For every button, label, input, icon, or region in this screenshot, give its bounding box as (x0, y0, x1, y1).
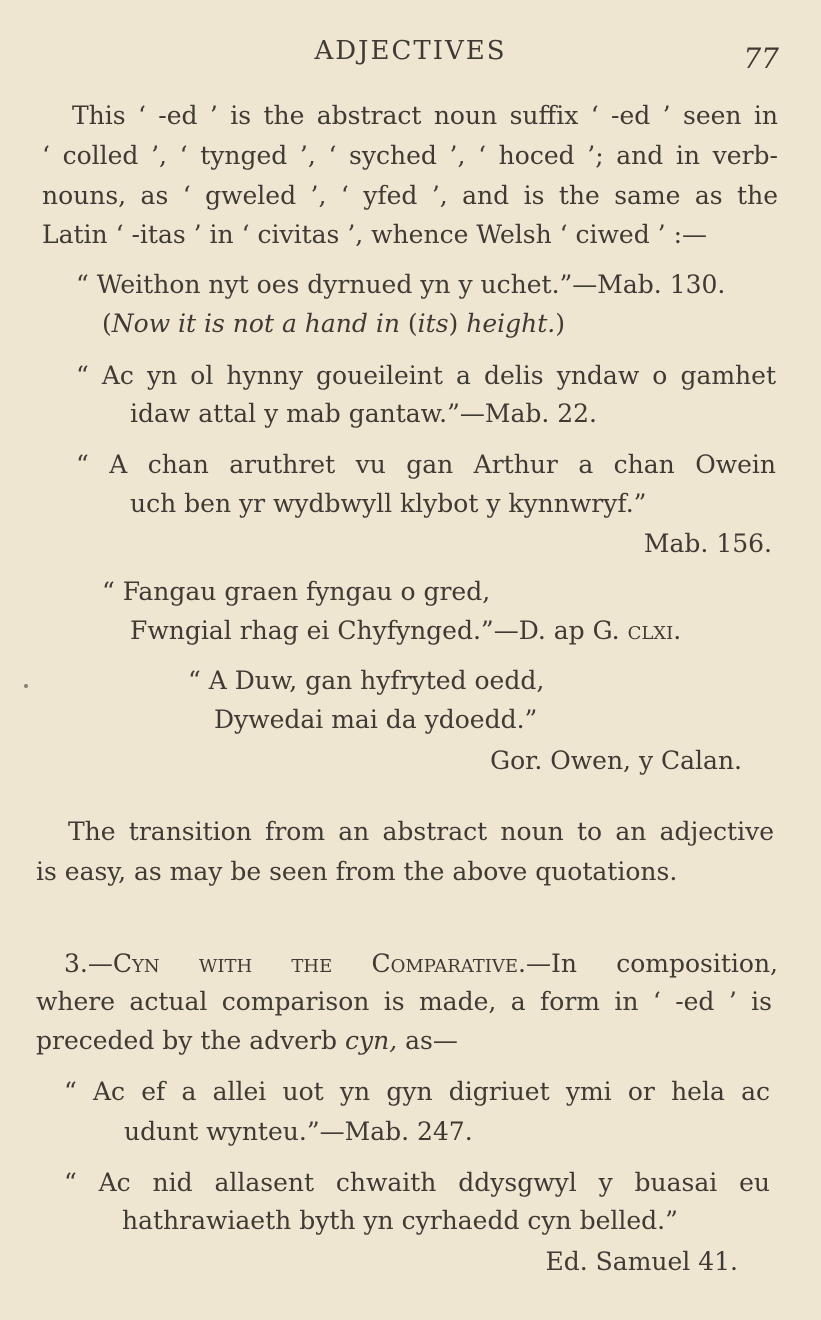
para2-line-2: is easy, as may be seen from the above quotations. (36, 857, 678, 886)
running-header: ADJECTIVES (314, 36, 507, 66)
quote-5-line-1: “ A Duw, gan hyfryted oedd, (188, 666, 545, 695)
quote-3-source: Mab. 156. (643, 529, 772, 558)
quote-2-line-1: “ Ac yn ol hynny goueileint a delis yndaw o gamhet (76, 361, 776, 390)
quote-7-source: Ed. Samuel 41. (545, 1247, 738, 1276)
para1-line-2: ‘ colled ’, ‘ tynged ’, ‘ syched ’, ‘ hoced ’; and in verb- (42, 141, 778, 170)
para1-line-3: nouns, as ‘ gweled ’, ‘ yfed ’, and is the same as the (42, 181, 778, 210)
section-3-heading-line: 3.—Cyn with the Comparative.—In composition, (64, 949, 778, 978)
quote-5-line-2: Dywedai mai da ydoedd.” (214, 705, 538, 734)
page-speck (24, 684, 28, 688)
quote-6-line-1: “ Ac ef a allei uot yn gyn digriuet ymi or hela ac (64, 1077, 770, 1106)
quote-6-line-2: udunt wynteu.”—Mab. 247. (124, 1117, 473, 1146)
quote-5-source: Gor. Owen, y Calan. (490, 746, 742, 775)
para2-line-1: The transition from an abstract noun to an adjective (68, 817, 774, 846)
section-3-heading: Cyn with the Comparative. (112, 949, 527, 978)
quote-2-line-2: idaw attal y mab gantaw.”—Mab. 22. (130, 399, 598, 428)
quote-3-line-2: uch ben yr wydbwyll klybot y kynnwryf.” (130, 489, 647, 518)
para1-line-1: This ‘ -ed ’ is the abstract noun suffix ‘ -ed ’ seen in (72, 101, 778, 130)
quote-7-line-2: hathrawiaeth byth yn cyrhaedd cyn belled.” (122, 1206, 678, 1235)
quote-4-line-2: Fwngial rhag ei Chyfynged.”—D. ap G. clxi. (130, 616, 682, 645)
quote-1-line: “ Weithon nyt oes dyrnued yn y uchet.”—Mab. 130. (76, 270, 726, 299)
section-3-line-3: preceded by the adverb cyn, as— (36, 1026, 458, 1055)
quote-7-line-1: “ Ac nid allasent chwaith ddysgwyl y buasai eu (64, 1168, 770, 1197)
quote-1-translation: (Now it is not a hand in (its) height.) (102, 309, 565, 338)
quote-4-line-1: “ Fangau graen fyngau o gred, (102, 577, 491, 606)
quote-3-line-1: “ A chan aruthret vu gan Arthur a chan Owein (76, 450, 776, 479)
section-3-line-2: where actual comparison is made, a form in ‘ -ed ’ is (36, 987, 772, 1016)
para1-line-4: Latin ‘ -itas ’ in ‘ civitas ’, whence Welsh ‘ ciwed ’ :— (42, 220, 707, 249)
page-number: 77 (743, 42, 779, 75)
